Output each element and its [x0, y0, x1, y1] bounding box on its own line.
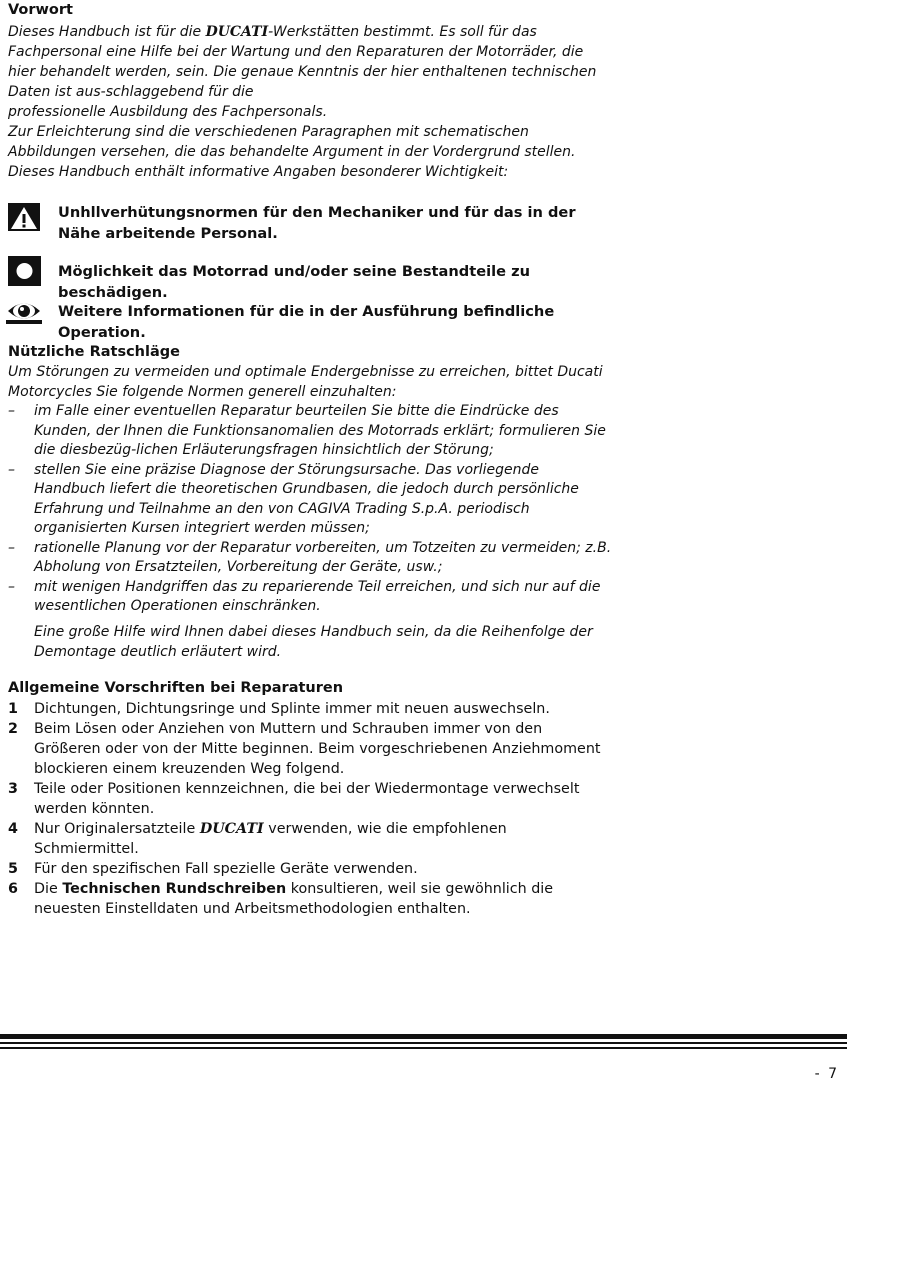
tips-title: Nützliche Ratschläge [8, 344, 180, 360]
rule-text-end: konsultieren, weil sie gewöhnlich die neuesten Einstelldaten und Arbeitsmethodologien enthalten. [34, 881, 554, 917]
item-number: 3 [8, 781, 18, 797]
notice-safety [6, 202, 616, 244]
rule-text: Für den spezifischen Fall spezielle Geräte verwenden. [34, 861, 418, 877]
rules-list [8, 699, 612, 919]
technical-circulars-emphasis: Technischen Rundschreiben [62, 881, 287, 897]
foreword-paragraph-2: professionelle Ausbildung des Fachpersonals. [8, 104, 328, 120]
item-number: 5 [8, 861, 18, 877]
foreword-text [8, 22, 610, 182]
foreword-p1-end: -Werkstätten bestimmt. Es soll für das Fachpersonal eine Hilfe bei der Wartung und den Reparaturen der Motorräder, die hier behandelt werden, sein. Die genaue Kenntnis der hier enthaltenen technischen Daten ist aus-schlaggebend für die [8, 24, 597, 100]
list-item [8, 819, 612, 859]
rule-text [34, 879, 612, 919]
list-item [8, 461, 612, 539]
dash-marker: – [8, 539, 15, 556]
dash-marker: – [8, 578, 15, 595]
rule-text-end: verwenden, wie die empfohlenen Schmiermittel. [34, 821, 507, 857]
list-item [8, 578, 612, 617]
foreword-paragraph-1 [8, 22, 610, 102]
rule-text: Dichtungen, Dichtungsringe und Splinte immer mit neuen auswechseln. [34, 701, 550, 717]
rule-text: Beim Lösen oder Anziehen von Muttern und Schrauben immer von den Größeren oder von der Mitte beginnen. Beim vorgeschriebenen Anziehmoment blockieren einem kreuzenden Weg folgend. [34, 721, 601, 777]
notice-info [6, 296, 616, 343]
foreword-paragraph-4: Dieses Handbuch enthält informative Angaben besonderer Wichtigkeit: [8, 164, 509, 180]
item-number: 4 [8, 821, 18, 837]
list-item [8, 539, 612, 578]
foreword-paragraph-3: Zur Erleichterung sind die verschiedenen Paragraphen mit schematischen Abbildungen versehen, die das behandelte Argument in der Vordergrund stellen. [8, 124, 576, 160]
item-number: 1 [8, 701, 18, 717]
eye-icon [6, 296, 44, 326]
list-item [8, 859, 612, 879]
notice-info-text: Weitere Informationen für die in der Ausführung befindliche Operation. [58, 303, 555, 341]
tips-list [8, 402, 612, 617]
footer-rule-thick [0, 1034, 847, 1039]
ducati-brand: DUCATI [199, 821, 264, 837]
list-item [8, 879, 612, 919]
foreword-title: Vorwort [8, 2, 73, 18]
item-number: 2 [8, 721, 18, 737]
tips-closing: Eine große Hilfe wird Ihnen dabei dieses Handbuch sein, da die Reihenfolge der Demontage deutlich erläutert wird. [34, 624, 593, 660]
notice-safety-text: Unhllverhütungsnormen für den Mechaniker und für das in der Nähe arbeitende Personal. [58, 204, 576, 242]
warning-triangle-icon [6, 202, 44, 232]
dash-marker: – [8, 461, 15, 478]
notice-damage-text: Möglichkeit das Motorrad und/oder seine Bestandteile zu beschädigen. [58, 263, 530, 301]
tip-text: stellen Sie eine präzise Diagnose der Störungsursache. Das vorliegende Handbuch liefert die theoretischen Grundbasen, die jedoch durch persönliche Erfahrung und Teilnahme an den von CAGIVA Trading S.p.A. periodisch organisierten Kursen integriert werden müssen; [34, 461, 579, 536]
rule-text: Teile oder Positionen kennzeichnen, die bei der Wiedermontage verwechselt werden könnten. [34, 781, 580, 817]
ducati-brand: DUCATI [205, 24, 269, 40]
rule-text-start: Nur Originalersatzteile [34, 821, 200, 837]
tip-text: im Falle einer eventuellen Reparatur beurteilen Sie bitte die Eindrücke des Kunden, der Ihnen die Funktionsanomalien des Motorrads erklärt; formulieren Sie die diesbezüg-lichen Erläuterungsfragen hinsichtlich der Störung; [34, 403, 606, 458]
item-number: 6 [8, 881, 18, 897]
list-item [8, 719, 612, 779]
rule-text-start: Die [34, 881, 63, 897]
rule-text [34, 819, 612, 859]
footer-rule-thin-1 [0, 1042, 847, 1044]
tip-text: mit wenigen Handgriffen das zu reparierende Teil erreichen, und sich nur auf die wesentlichen Operationen einschränken. [34, 578, 601, 614]
damage-circle-icon [6, 256, 44, 286]
page-number: - 7 [814, 1066, 839, 1082]
list-item [8, 402, 612, 461]
footer-rule-thin-2 [0, 1047, 847, 1049]
rules-title: Allgemeine Vorschriften bei Reparaturen [8, 680, 344, 696]
tips-intro: Um Störungen zu vermeiden und optimale Endergebnisse zu erreichen, bittet Ducati Motorcycles Sie folgende Normen generell einzuhalten: [8, 364, 603, 400]
list-item [8, 699, 612, 719]
dash-marker: – [8, 403, 15, 419]
tip-text: rationelle Planung vor der Reparatur vorbereiten, um Totzeiten zu vermeiden; z.B. Abholung von Ersatzteilen, Vorbereitung der Geräte, usw.; [34, 539, 612, 575]
list-item [8, 779, 612, 819]
foreword-p1-start: Dieses Handbuch ist für die [8, 24, 206, 40]
